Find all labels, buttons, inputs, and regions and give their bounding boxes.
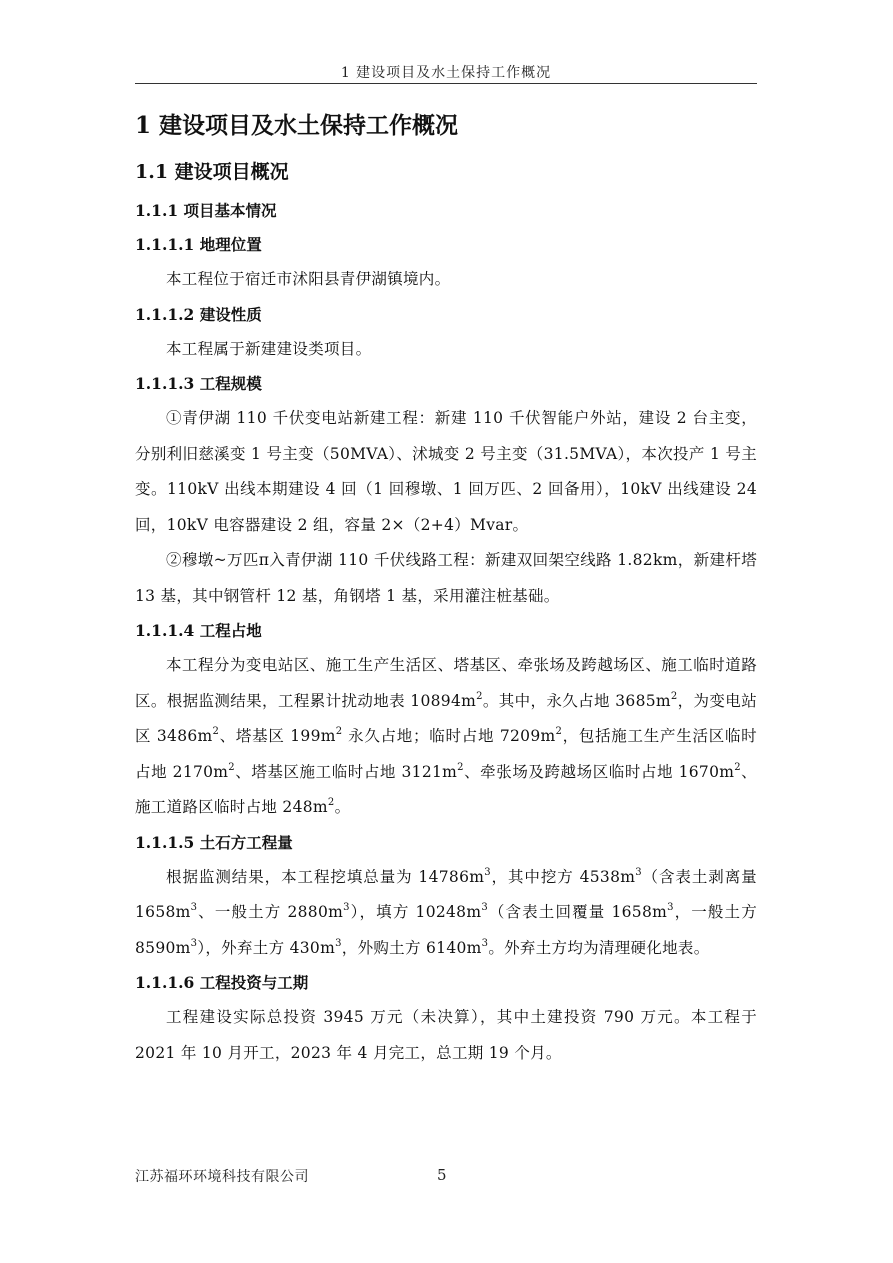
footer-company: 江苏福环环境科技有限公司 [135, 1169, 309, 1185]
para-nature: 本工程属于新建建设类项目。 [166, 339, 372, 358]
para-invest: 工程建设实际总投资 3945 万元（未决算），其中土建投资 790 万元。本工程于 2021 年 10 月开工，2023 年 4 月完工，总工期 19 个月。 [135, 1008, 757, 1062]
heading-earth: 1.1.1.5 土石方工程量 [135, 832, 293, 852]
section-title: 1.1 建设项目概况 [135, 161, 289, 183]
subsection-title: 1.1.1 项目基本情况 [135, 201, 277, 220]
heading-scale: 1.1.1.3 工程规模 [135, 374, 262, 393]
heading-nature: 1.1.1.2 建设性质 [135, 304, 262, 324]
para-earth: 根据监测结果，本工程挖填总量为 $14786m^3$，其中挖方 $4538m^3$（含表土剥离量 $1658m^3$、一般土方 $2880m^3$），填方 $10248m^3$（含表土回覆量 $1658m^3$，一般土方 $8590m^3$），外弃土方 $430m^3$，外购土方 $6140m^3$。外弃土方均为清理硬化地表。 [135, 866, 758, 957]
running-header: 1 建设项目及水土保持工作概况 [340, 65, 552, 81]
heading-geo: 1.1.1.1 地理位置 [135, 235, 262, 254]
chapter-title: 1 建设项目及水土保持工作概况 [135, 112, 459, 139]
page-number: 5 [437, 1166, 447, 1184]
para-land: 本工程分为变电站区、施工生产生活区、塔基区、牵张场及跨越场区、施工临时道路区。根据监测结果，工程累计扰动地表 $10894m^2$。其中，永久占地 $3685m^2$，为变电站区 $3486m^2$、塔基区 $199m^2$ 永久占地；临时占地 $7209m^2$，包括施工生产生活区临时占地 $2170m^2$、塔基区施工临时占地 $3121m^2$、牵张场及跨越场区临时占地 $1670m^2$、施工道路区临时占地 $248m^2$。 [135, 656, 757, 816]
para-scale-substation: ①青伊湖 110 千伏变电站新建工程：新建 110 千伏智能户外站，建设 2 台主变，分别利旧慈溪变 1 号主变（50MVA）、沭城变 2 号主变（31.5MVA），本次投产 1 号主变。110kV 出线本期建设 4 回（1 回穆墩、1 回万匹、2 回备用），10kV 出线建设 24 回，10kV 电容器建设 2 组，容量 2×（2+4）Mvar。 [135, 409, 757, 534]
para-scale-line: ②穆墩~万匹π入青伊湖 110 千伏线路工程：新建双回架空线路 1.82km，新建杆塔 13 基，其中钢管杆 12 基，角钢塔 1 基，采用灌注桩基础。 [135, 551, 757, 605]
heading-land: 1.1.1.4 工程占地 [135, 621, 262, 640]
heading-invest: 1.1.1.6 工程投资与工期 [135, 973, 309, 992]
header-rule [135, 83, 757, 84]
para-geo: 本工程位于宿迁市沭阳县青伊湖镇境内。 [166, 270, 451, 288]
document-body [135, 106, 757, 1071]
